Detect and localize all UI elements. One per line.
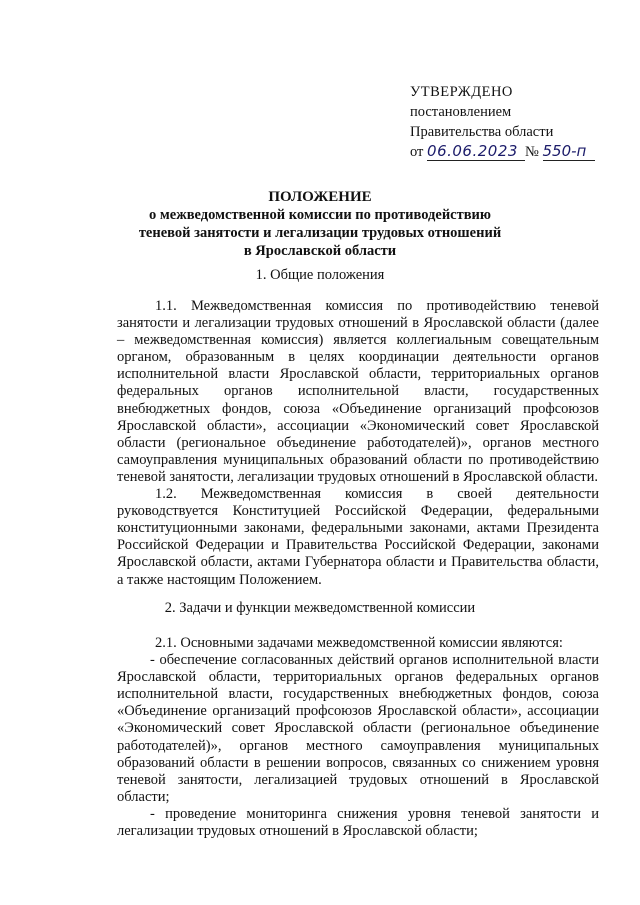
document-title — [0, 188, 640, 260]
title-line-3: в Ярославской области — [243, 243, 397, 259]
section-1-body — [117, 298, 599, 589]
section-2-heading: 2. Задачи и функции межведомственной комиссии — [164, 600, 476, 616]
handwritten-date: 06.06.2023 — [427, 143, 525, 161]
section-1-heading: 1. Общие положения — [255, 267, 385, 283]
section-2-body — [117, 635, 599, 840]
approval-heading: УТВЕРЖДЕНО — [410, 84, 513, 100]
title-main: ПОЛОЖЕНИЕ — [268, 189, 372, 205]
title-line-2: теневой занятости и легализации трудовых отношений — [138, 225, 502, 241]
approval-stamp — [410, 82, 595, 162]
handwritten-number: 550-п — [543, 143, 595, 161]
paragraph-1-2: 1.2. Межведомственная комиссия в своей деятельности руководствуется Конституцией Российской Федерации, федеральными конституционными законами, федеральными законами, актами Президента Российской Федерации и Правительства Российской Федерации, законами Ярославской области, актами Губернатора области и Правительства области, а также настоящим Положением. — [117, 486, 599, 588]
bullet-monitoring: - проведение мониторинга снижения уровня теневой занятости и легализации трудовых отношений в Ярославской области; — [117, 805, 599, 840]
paragraph-1-1: 1.1. Межведомственная комиссия по противодействию теневой занятости и легализации трудовых отношений в Ярославской области (далее – межведомственная комиссия) является коллегиальным совещательным органом, образованным в целях координации деятельности органов исполнительной власти Ярославской области, территориальных органов федеральных органов исполнительной власти, государственных внебюджетных фондов, союза «Объединение организаций профсоюзов Ярославской области», ассоциации «Экономический совет Ярославской области (региональное объединение работодателей)», органов местного самоуправления муниципальных образований области по противодействию теневой занятости, легализации трудовых отношений в Ярославской области. — [117, 298, 599, 485]
approval-line-decree: постановлением — [410, 104, 512, 120]
number-prefix: № — [525, 144, 539, 160]
title-line-1: о межведомственной комиссии по противодействию — [149, 207, 491, 223]
date-prefix: от — [410, 144, 424, 160]
approval-date-line — [410, 142, 595, 162]
paragraph-2-1: 2.1. Основными задачами межведомственной комиссии являются: — [155, 635, 563, 651]
approval-line-government: Правительства области — [410, 124, 554, 140]
bullet-coordination: - обеспечение согласованных действий органов исполнительной власти Ярославской области, территориальных органов федеральных органов исполнительной власти, государственных внебюджетных фондов, союза «Объединение организаций профсоюзов Ярославской области», ассоциации «Экономический совет Ярославской области (региональное объединение работодателей)», органов местного самоуправления муниципальных образований области в решении вопросов, связанных со снижением уровня теневой занятости, легализацией трудовых отношений в Ярославской области; — [117, 652, 599, 805]
